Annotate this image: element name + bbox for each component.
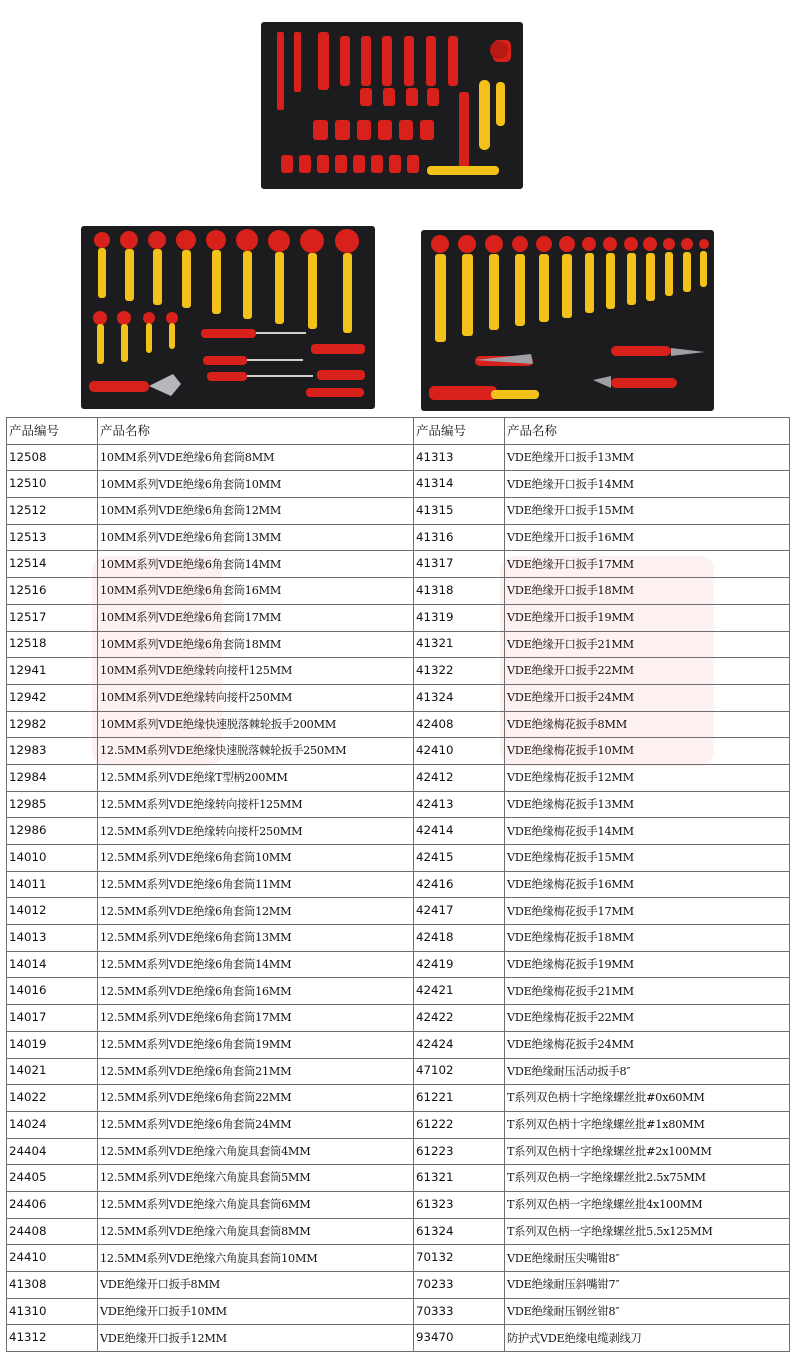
table-row bbox=[7, 498, 790, 525]
product-code-cell: 12508 bbox=[7, 444, 98, 471]
product-code-cell: 42410 bbox=[414, 738, 505, 765]
product-name-cell: 10MM系列VDE绝缘6角套筒18MM bbox=[98, 631, 414, 658]
product-table bbox=[6, 417, 790, 1352]
table-row bbox=[7, 684, 790, 711]
product-code-cell: 14019 bbox=[7, 1031, 98, 1058]
table-row bbox=[7, 604, 790, 631]
sockets-tray-image bbox=[261, 22, 523, 189]
table-row bbox=[7, 1005, 790, 1032]
product-name-cell: 12.5MM系列VDE绝缘六角旋具套筒6MM bbox=[98, 1191, 414, 1218]
product-code-cell: 14017 bbox=[7, 1005, 98, 1032]
product-name-cell: VDE绝缘梅花扳手17MM bbox=[505, 898, 790, 925]
product-code-cell: 12513 bbox=[7, 524, 98, 551]
product-code-cell: 42415 bbox=[414, 845, 505, 872]
table-row bbox=[7, 898, 790, 925]
product-code-cell: 14012 bbox=[7, 898, 98, 925]
product-name-cell: T系列双色柄十字绝缘螺丝批#0x60MM bbox=[505, 1085, 790, 1112]
table-row bbox=[7, 925, 790, 952]
product-code-cell: 12986 bbox=[7, 818, 98, 845]
product-code-cell: 14011 bbox=[7, 871, 98, 898]
product-name-cell: 10MM系列VDE绝缘6角套筒13MM bbox=[98, 524, 414, 551]
product-code-cell: 61222 bbox=[414, 1111, 505, 1138]
header-code-left: 产品编号 bbox=[7, 418, 98, 445]
table-row bbox=[7, 524, 790, 551]
table-row bbox=[7, 764, 790, 791]
product-code-cell: 61321 bbox=[414, 1165, 505, 1192]
table-row bbox=[7, 738, 790, 765]
product-name-cell: VDE绝缘梅花扳手10MM bbox=[505, 738, 790, 765]
product-code-cell: 42421 bbox=[414, 978, 505, 1005]
product-code-cell: 12941 bbox=[7, 658, 98, 685]
product-code-cell: 12516 bbox=[7, 578, 98, 605]
product-code-cell: 61223 bbox=[414, 1138, 505, 1165]
product-code-cell: 70132 bbox=[414, 1245, 505, 1272]
table-row bbox=[7, 444, 790, 471]
product-name-cell: 10MM系列VDE绝缘转向接杆125MM bbox=[98, 658, 414, 685]
product-name-cell: VDE绝缘梅花扳手16MM bbox=[505, 871, 790, 898]
product-name-cell: 10MM系列VDE绝缘6角套筒14MM bbox=[98, 551, 414, 578]
product-code-cell: 24408 bbox=[7, 1218, 98, 1245]
table-row bbox=[7, 551, 790, 578]
table-row bbox=[7, 1298, 790, 1325]
product-name-cell: 12.5MM系列VDE绝缘转向接杆250MM bbox=[98, 818, 414, 845]
table-row bbox=[7, 658, 790, 685]
product-code-cell: 24404 bbox=[7, 1138, 98, 1165]
product-name-cell: VDE绝缘梅花扳手13MM bbox=[505, 791, 790, 818]
table-row bbox=[7, 1138, 790, 1165]
product-code-cell: 42419 bbox=[414, 951, 505, 978]
product-code-cell: 12517 bbox=[7, 604, 98, 631]
product-code-cell: 14024 bbox=[7, 1111, 98, 1138]
product-name-cell: VDE绝缘梅花扳手19MM bbox=[505, 951, 790, 978]
header-name-left: 产品名称 bbox=[98, 418, 414, 445]
product-code-cell: 42424 bbox=[414, 1031, 505, 1058]
product-code-cell: 42412 bbox=[414, 764, 505, 791]
product-code-cell: 12510 bbox=[7, 471, 98, 498]
table-row bbox=[7, 1272, 790, 1299]
table-row bbox=[7, 951, 790, 978]
spanners-tray-illustration bbox=[81, 226, 375, 409]
product-code-cell: 42422 bbox=[414, 1005, 505, 1032]
product-code-cell: 24410 bbox=[7, 1245, 98, 1272]
product-code-cell: 41321 bbox=[414, 631, 505, 658]
spanners-tray-image bbox=[81, 226, 375, 409]
product-name-cell: VDE绝缘开口扳手18MM bbox=[505, 578, 790, 605]
table-row bbox=[7, 978, 790, 1005]
product-name-cell: VDE绝缘开口扳手12MM bbox=[98, 1325, 414, 1352]
table-row bbox=[7, 1191, 790, 1218]
table-row bbox=[7, 818, 790, 845]
product-code-cell: 12512 bbox=[7, 498, 98, 525]
product-name-cell: VDE绝缘开口扳手15MM bbox=[505, 498, 790, 525]
product-code-cell: 61323 bbox=[414, 1191, 505, 1218]
table-row bbox=[7, 1111, 790, 1138]
product-code-cell: 14014 bbox=[7, 951, 98, 978]
product-name-cell: 12.5MM系列VDE绝缘6角套筒11MM bbox=[98, 871, 414, 898]
product-code-cell: 14010 bbox=[7, 845, 98, 872]
product-name-cell: VDE绝缘耐压活动扳手8″ bbox=[505, 1058, 790, 1085]
product-name-cell: VDE绝缘开口扳手21MM bbox=[505, 631, 790, 658]
product-code-cell: 14022 bbox=[7, 1085, 98, 1112]
product-name-cell: VDE绝缘开口扳手8MM bbox=[98, 1272, 414, 1299]
product-code-cell: 41308 bbox=[7, 1272, 98, 1299]
product-name-cell: VDE绝缘梅花扳手8MM bbox=[505, 711, 790, 738]
product-name-cell: T系列双色柄一字绝缘螺丝批4x100MM bbox=[505, 1191, 790, 1218]
product-code-cell: 47102 bbox=[414, 1058, 505, 1085]
product-name-cell: 12.5MM系列VDE绝缘六角旋具套筒4MM bbox=[98, 1138, 414, 1165]
product-name-cell: VDE绝缘开口扳手10MM bbox=[98, 1298, 414, 1325]
table-row bbox=[7, 1058, 790, 1085]
product-name-cell: 12.5MM系列VDE绝缘六角旋具套筒10MM bbox=[98, 1245, 414, 1272]
header-code-right: 产品编号 bbox=[414, 418, 505, 445]
product-name-cell: VDE绝缘梅花扳手14MM bbox=[505, 818, 790, 845]
product-name-cell: VDE绝缘耐压钢丝钳8″ bbox=[505, 1298, 790, 1325]
product-name-cell: 12.5MM系列VDE绝缘快速脱落棘轮扳手250MM bbox=[98, 738, 414, 765]
product-code-cell: 12983 bbox=[7, 738, 98, 765]
product-name-cell: 12.5MM系列VDE绝缘6角套筒22MM bbox=[98, 1085, 414, 1112]
product-code-cell: 12942 bbox=[7, 684, 98, 711]
product-code-cell: 42414 bbox=[414, 818, 505, 845]
table-row bbox=[7, 1218, 790, 1245]
table-row bbox=[7, 711, 790, 738]
product-name-cell: VDE绝缘梅花扳手18MM bbox=[505, 925, 790, 952]
product-code-cell: 42417 bbox=[414, 898, 505, 925]
product-name-cell: 12.5MM系列VDE绝缘六角旋具套筒8MM bbox=[98, 1218, 414, 1245]
product-code-cell: 70233 bbox=[414, 1272, 505, 1299]
product-name-cell: VDE绝缘梅花扳手15MM bbox=[505, 845, 790, 872]
product-code-cell: 42408 bbox=[414, 711, 505, 738]
product-name-cell: VDE绝缘梅花扳手22MM bbox=[505, 1005, 790, 1032]
product-code-cell: 41317 bbox=[414, 551, 505, 578]
product-name-cell: 12.5MM系列VDE绝缘6角套筒14MM bbox=[98, 951, 414, 978]
table-row bbox=[7, 845, 790, 872]
product-name-cell: 10MM系列VDE绝缘6角套筒8MM bbox=[98, 444, 414, 471]
product-name-cell: 12.5MM系列VDE绝缘6角套筒19MM bbox=[98, 1031, 414, 1058]
product-code-cell: 41318 bbox=[414, 578, 505, 605]
product-name-cell: VDE绝缘开口扳手14MM bbox=[505, 471, 790, 498]
ring-spanners-tray-illustration bbox=[421, 230, 714, 411]
table-row bbox=[7, 1325, 790, 1352]
product-code-cell: 41319 bbox=[414, 604, 505, 631]
sockets-tray-illustration bbox=[261, 22, 523, 189]
table-row bbox=[7, 1165, 790, 1192]
product-name-cell: 12.5MM系列VDE绝缘6角套筒24MM bbox=[98, 1111, 414, 1138]
product-code-cell: 41313 bbox=[414, 444, 505, 471]
product-name-cell: 10MM系列VDE绝缘转向接杆250MM bbox=[98, 684, 414, 711]
product-code-cell: 14021 bbox=[7, 1058, 98, 1085]
product-name-cell: 12.5MM系列VDE绝缘6角套筒12MM bbox=[98, 898, 414, 925]
product-name-cell: T系列双色柄十字绝缘螺丝批#1x80MM bbox=[505, 1111, 790, 1138]
product-name-cell: 12.5MM系列VDE绝缘6角套筒16MM bbox=[98, 978, 414, 1005]
product-name-cell: 12.5MM系列VDE绝缘6角套筒10MM bbox=[98, 845, 414, 872]
product-name-cell: T系列双色柄一字绝缘螺丝批2.5x75MM bbox=[505, 1165, 790, 1192]
product-code-cell: 41312 bbox=[7, 1325, 98, 1352]
product-code-cell: 41310 bbox=[7, 1298, 98, 1325]
product-code-cell: 41324 bbox=[414, 684, 505, 711]
product-code-cell: 42416 bbox=[414, 871, 505, 898]
product-name-cell: VDE绝缘耐压尖嘴钳8″ bbox=[505, 1245, 790, 1272]
table-row bbox=[7, 578, 790, 605]
product-name-cell: VDE绝缘梅花扳手12MM bbox=[505, 764, 790, 791]
table-body bbox=[7, 444, 790, 1351]
product-code-cell: 42413 bbox=[414, 791, 505, 818]
product-code-cell: 70333 bbox=[414, 1298, 505, 1325]
product-name-cell: VDE绝缘开口扳手24MM bbox=[505, 684, 790, 711]
table-header-row bbox=[7, 418, 790, 445]
table-row bbox=[7, 471, 790, 498]
product-code-cell: 93470 bbox=[414, 1325, 505, 1352]
product-name-cell: T系列双色柄一字绝缘螺丝批5.5x125MM bbox=[505, 1218, 790, 1245]
product-code-cell: 41316 bbox=[414, 524, 505, 551]
product-code-cell: 42418 bbox=[414, 925, 505, 952]
product-code-cell: 24406 bbox=[7, 1191, 98, 1218]
product-name-cell: VDE绝缘开口扳手17MM bbox=[505, 551, 790, 578]
product-name-cell: 12.5MM系列VDE绝缘6角套筒21MM bbox=[98, 1058, 414, 1085]
ring-spanners-tray-image bbox=[421, 230, 714, 411]
product-code-cell: 14013 bbox=[7, 925, 98, 952]
product-name-cell: 12.5MM系列VDE绝缘6角套筒13MM bbox=[98, 925, 414, 952]
table-row bbox=[7, 871, 790, 898]
product-code-cell: 61221 bbox=[414, 1085, 505, 1112]
product-name-cell: 10MM系列VDE绝缘6角套筒12MM bbox=[98, 498, 414, 525]
product-name-cell: 12.5MM系列VDE绝缘T型柄200MM bbox=[98, 764, 414, 791]
product-code-cell: 24405 bbox=[7, 1165, 98, 1192]
product-name-cell: 10MM系列VDE绝缘6角套筒17MM bbox=[98, 604, 414, 631]
product-code-cell: 41314 bbox=[414, 471, 505, 498]
header-name-right: 产品名称 bbox=[505, 418, 790, 445]
table-row bbox=[7, 791, 790, 818]
product-name-cell: 12.5MM系列VDE绝缘转向接杆125MM bbox=[98, 791, 414, 818]
product-name-cell: T系列双色柄十字绝缘螺丝批#2x100MM bbox=[505, 1138, 790, 1165]
product-name-cell: VDE绝缘开口扳手13MM bbox=[505, 444, 790, 471]
product-code-cell: 41322 bbox=[414, 658, 505, 685]
product-name-cell: 防护式VDE绝缘电缆剥线刀 bbox=[505, 1325, 790, 1352]
table-row bbox=[7, 1085, 790, 1112]
product-name-cell: 10MM系列VDE绝缘快速脱落棘轮扳手200MM bbox=[98, 711, 414, 738]
product-code-cell: 14016 bbox=[7, 978, 98, 1005]
product-code-cell: 12985 bbox=[7, 791, 98, 818]
product-name-cell: 12.5MM系列VDE绝缘6角套筒17MM bbox=[98, 1005, 414, 1032]
product-code-cell: 12982 bbox=[7, 711, 98, 738]
product-code-cell: 41315 bbox=[414, 498, 505, 525]
product-code-cell: 12514 bbox=[7, 551, 98, 578]
product-name-cell: VDE绝缘耐压斜嘴钳7″ bbox=[505, 1272, 790, 1299]
product-name-cell: VDE绝缘开口扳手16MM bbox=[505, 524, 790, 551]
product-name-cell: VDE绝缘开口扳手19MM bbox=[505, 604, 790, 631]
product-code-cell: 12518 bbox=[7, 631, 98, 658]
table-row bbox=[7, 631, 790, 658]
product-name-cell: 12.5MM系列VDE绝缘六角旋具套筒5MM bbox=[98, 1165, 414, 1192]
product-code-cell: 12984 bbox=[7, 764, 98, 791]
table-row bbox=[7, 1245, 790, 1272]
product-name-cell: 10MM系列VDE绝缘6角套筒16MM bbox=[98, 578, 414, 605]
product-name-cell: VDE绝缘梅花扳手21MM bbox=[505, 978, 790, 1005]
product-name-cell: VDE绝缘梅花扳手24MM bbox=[505, 1031, 790, 1058]
product-code-cell: 61324 bbox=[414, 1218, 505, 1245]
product-name-cell: VDE绝缘开口扳手22MM bbox=[505, 658, 790, 685]
table-row bbox=[7, 1031, 790, 1058]
product-name-cell: 10MM系列VDE绝缘6角套筒10MM bbox=[98, 471, 414, 498]
